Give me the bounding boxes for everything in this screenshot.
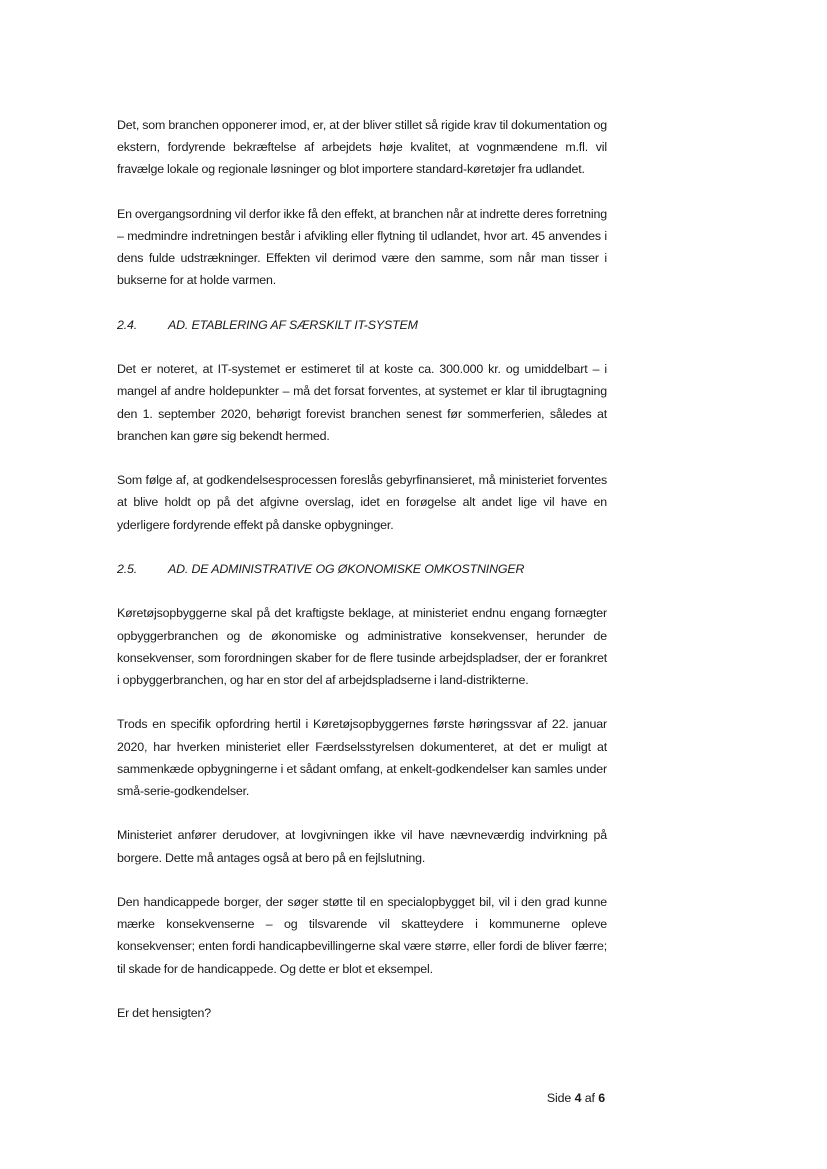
page-number bbox=[547, 1088, 605, 1108]
section-title: AD. DE ADMINISTRATIVE OG ØKONOMISKE OMKOSTNINGER bbox=[168, 561, 525, 576]
document-body bbox=[117, 114, 607, 1024]
paragraph-gap bbox=[117, 691, 607, 713]
paragraph: Det, som branchen opponerer imod, er, at der bliver stillet så rigide krav til dokumentation og ekstern, fordyrende bekræftelse af arbejdets høje kvalitet, at vognmændene m.fl. vil fravælge lokale og regionale løsninger og blot importere standard-køretøjer fra udlandet. bbox=[117, 118, 607, 177]
paragraph-gap bbox=[117, 336, 607, 358]
section-heading bbox=[117, 558, 607, 580]
paragraph-gap bbox=[117, 580, 607, 602]
paragraph-gap bbox=[117, 447, 607, 469]
paragraph: Som følge af, at godkendelsesprocessen foreslås gebyrfinansieret, må ministeriet forventes at blive holdt op på det afgivne overslag, idet en forøgelse alt andet lige vil have en yderligere fordyrende effekt på danske opbygninger. bbox=[117, 473, 607, 532]
page-number-current: 4 bbox=[574, 1091, 582, 1105]
section-number: 2.4. bbox=[117, 317, 138, 332]
paragraph: En overgangsordning vil derfor ikke få den effekt, at branchen når at indrette deres forretning – medmindre indretningen består i afvikling eller flytning til udlandet, hvor art. 45 anvendes i dens fulde udstrækninger. Effekten vil derimod være den samme, som når man tisser i bukserne for at holde varmen. bbox=[117, 206, 607, 288]
page-number-total: 6 bbox=[598, 1091, 605, 1105]
paragraph-gap bbox=[117, 181, 607, 203]
paragraph: Ministeriet anfører derudover, at lovgivningen ikke vil have nævneværdig indvirkning på borgere. Dette må antages også at bero på en fejlslutning. bbox=[117, 828, 607, 865]
paragraph: Trods en specifik opfordring hertil i Køretøjsopbyggernes første høringssvar af 22. januar 2020, har hverken ministeriet eller Færdselsstyrelsen dokumenteret, at det er muligt at sammenkæde opbygningerne i et sådant omfang, at enkelt-godkendelser kan samles under små-serie-godkendelser. bbox=[117, 717, 607, 798]
section-number: 2.5. bbox=[117, 561, 138, 576]
section-heading bbox=[117, 314, 607, 336]
page-number-prefix: Side bbox=[546, 1091, 572, 1105]
paragraph: Den handicappede borger, der søger støtte til en specialopbygget bil, vil i den grad kunne mærke konsekvenserne – og tilsvarende vil skatteydere i kommunerne opleve konsekvenser; enten fordi handicapbevillingerne skal være større, eller fordi de bliver færre; til skade for de handicappede. Og dette er blot et eksempel. bbox=[117, 894, 607, 976]
page-number-separator: af bbox=[584, 1091, 595, 1105]
paragraph-gap bbox=[117, 536, 607, 558]
paragraph-gap bbox=[117, 869, 607, 891]
paragraph-gap bbox=[117, 980, 607, 1002]
paragraph-gap bbox=[117, 292, 607, 314]
paragraph: Det er noteret, at IT-systemet er estimeret til at koste ca. 300.000 kr. og umiddelbart – i mangel af andre holdepunkter – må det forsat forventes, at systemet er klar til ibrugtagning den 1. september 2020, behørigt forevist branchen senest før sommerferien, således at branchen kan gøre sig bekendt hermed. bbox=[117, 362, 607, 443]
section-title: AD. ETABLERING AF SÆRSKILT IT-SYSTEM bbox=[168, 317, 418, 332]
paragraph-gap bbox=[117, 802, 607, 824]
paragraph: Er det hensigten? bbox=[117, 1005, 211, 1020]
paragraph: Køretøjsopbyggerne skal på det kraftigste beklage, at ministeriet endnu engang fornægter opbyggerbranchen og de økonomiske og administrative konsekvenser, herunder de konsekvenser, som forordningen skaber for de flere tusinde arbejdspladser, der er forankret i opbyggerbranchen, og har en stor del af arbejdspladserne i land-distrikterne. bbox=[117, 606, 607, 687]
